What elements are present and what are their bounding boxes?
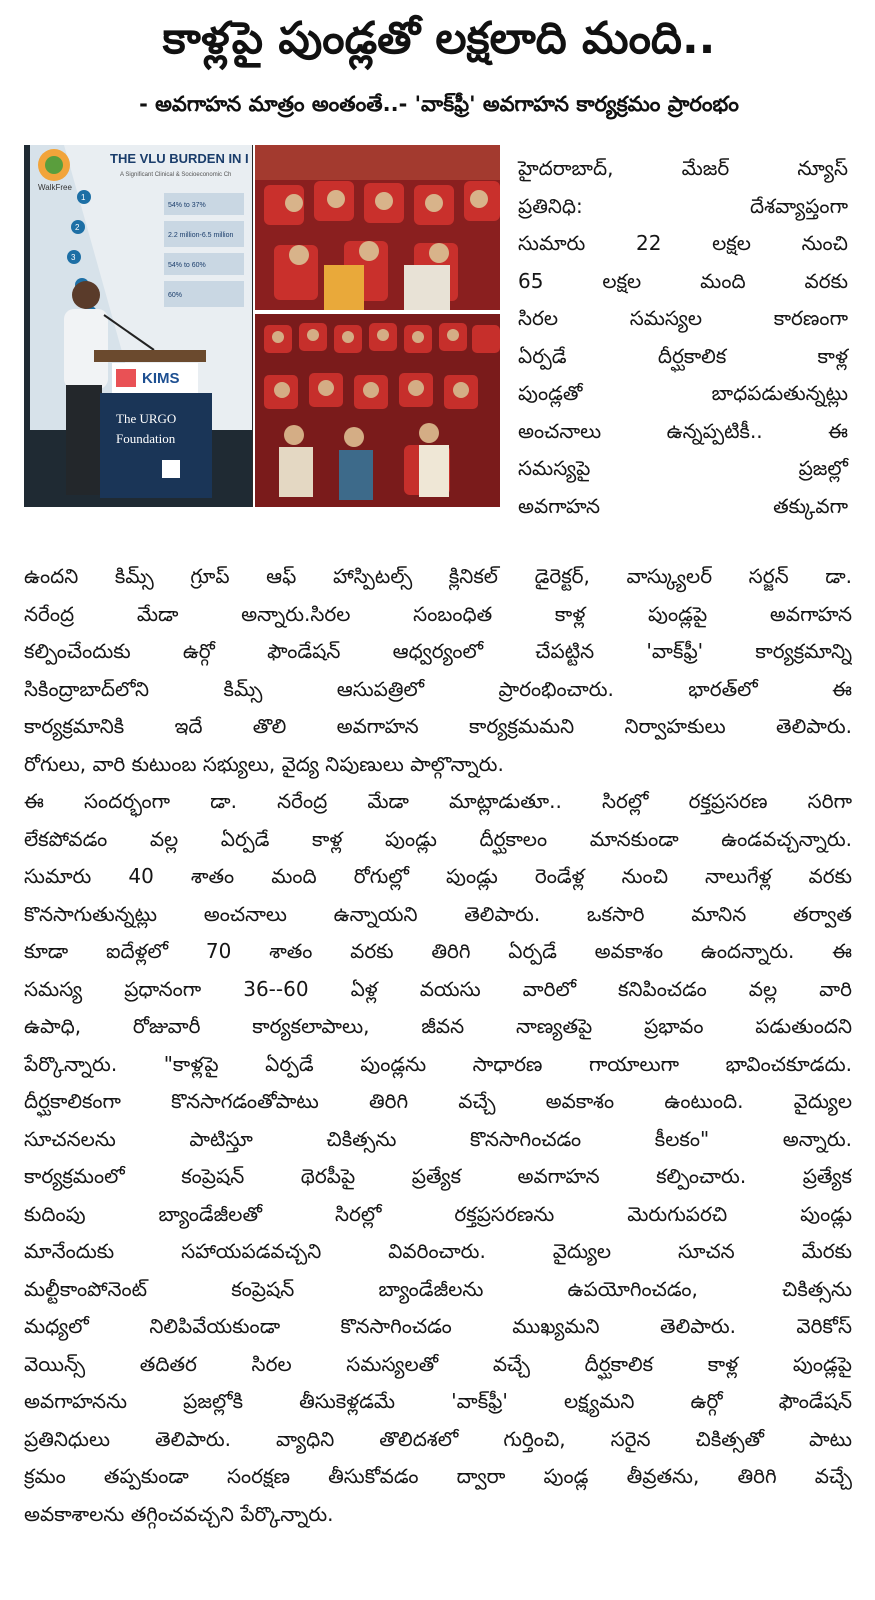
body-line: ప్రతినిధులు తెలిపారు. వ్యాధిని తొలిదశలో గుర్తించి, సరైన చికిత్సతో పాటు bbox=[24, 1426, 852, 1451]
body-line: ఈ సందర్భంగా డా. నరేంద్ర మేడా మాట్లాడుతూ.. సిరల్లో రక్తప్రసరణ సరిగా bbox=[24, 789, 852, 813]
body-line: క్రమం తప్పకుండా సంరక్షణ తీసుకోవడం ద్వారా పుండ్ల తీవ్రతను, తిరిగి వచ్చే bbox=[24, 1464, 852, 1488]
slide-subtitle: A Significant Clinical & Socioeconomic Ch bbox=[120, 172, 232, 178]
banner-line2: Foundation bbox=[116, 431, 176, 446]
body-line: సుమారు 40 శాతం మంది రోగుల్లో పుండ్లు రెండేళ్ల నుంచి నాలుగేళ్ల వరకు bbox=[24, 864, 852, 888]
body-line: ఉందని కిమ్స్ గ్రూప్ ఆఫ్ హాస్పిటల్స్ క్లినికల్ డైరెక్టర్, వాస్క్యులర్ సర్జన్ డా. bbox=[24, 564, 852, 588]
intro-line: ప్రతినిధి: దేశవ్యాప్తంగా bbox=[518, 193, 848, 218]
body-line: మానేందుకు సహాయపడవచ్చని వివరించారు. వైద్యుల సూచన మేరకు bbox=[24, 1239, 852, 1263]
body-line: సికింద్రాబాద్‌లోని కిమ్స్ ఆసుపత్రిలో ప్రారంభించారు. భారత్‌లో ఈ bbox=[24, 676, 852, 701]
body-line: నరేంద్ర మేడా అన్నారు.సిరల సంబంధిత కాళ్ల పుండ్లపై అవగాహన bbox=[24, 601, 852, 626]
body-line: అవకాశాలను తగ్గించవచ్చని పేర్కొన్నారు. bbox=[24, 1501, 334, 1526]
body-line: కార్యక్రమానికి ఇదే తొలి అవగాహన కార్యక్రమమని నిర్వాహకులు తెలిపారు. bbox=[24, 714, 852, 738]
intro-line: అవగాహన తక్కువగా bbox=[518, 493, 848, 518]
intro-line: అంచనాలు ఉన్నప్పటికీ.. ఈ bbox=[518, 418, 848, 443]
body-line: కుదింపు బ్యాండేజీలతో సిరల్లో రక్తప్రసరణను మెరుగుపరచి పుండ్లు bbox=[24, 1201, 852, 1226]
slide-stat: 54% to 37% bbox=[168, 202, 206, 209]
walkfree-logo-text: WalkFree bbox=[38, 183, 72, 192]
intro-line: ఏర్పడే దీర్ఘకాలిక కాళ్ల bbox=[518, 343, 848, 368]
article-intro-column bbox=[518, 150, 848, 525]
body-line: కార్యక్రమంలో కంప్రెషన్ థెరపీపై ప్రత్యేక అవగాహన కల్పించారు. ప్రత్యేక bbox=[24, 1164, 852, 1188]
body-line: లేకపోవడం వల్ల ఏర్పడే కాళ్ల పుండ్లు దీర్ఘకాలం మానకుండా ఉండవచ్చన్నారు. bbox=[24, 826, 852, 851]
slide-stat: 54% to 60% bbox=[168, 262, 206, 269]
podium-brand: KIMS bbox=[142, 370, 180, 387]
body-line: సమస్య ప్రధానంగా 36--60 ఏళ్ల వయసు వారిలో కనిపించడం వల్ల వారి bbox=[24, 976, 852, 1001]
body-line: మల్టీకాంపోనెంట్ కంప్రెషన్ బ్యాండేజీలను ఉపయోగించడం, చికిత్సను bbox=[24, 1276, 852, 1301]
body-line: అవగాహనను ప్రజల్లోకి తీసుకెళ్లడమే 'వాక్‌ఫ్రీ' లక్ష్యమని ఉర్గో ఫౌండేషన్ bbox=[24, 1389, 852, 1413]
subheadline: - అవగాహన మాత్రం అంతంతే..- 'వాక్‌ఫ్రీ' అవగాహన కార్యక్రమం ప్రారంభం bbox=[139, 92, 739, 116]
slide-title: THE VLU BURDEN IN I bbox=[110, 151, 249, 166]
headline: కాళ్లపై పుండ్లతో లక్షలాది మంది.. bbox=[162, 13, 716, 64]
slide-stat: 60% bbox=[168, 292, 183, 299]
banner-line1: The URGO bbox=[116, 411, 177, 426]
intro-line: హైదరాబాద్, మేజర్ న్యూస్ bbox=[518, 156, 848, 180]
body-line: మధ్యలో నిలిపివేయకుండా కొనసాగించడం ముఖ్యమని తెలిపారు. వెరికోస్ bbox=[24, 1314, 852, 1338]
intro-line: పుండ్లతో బాధపడుతున్నట్లు bbox=[518, 381, 848, 405]
body-line: సూచనలను పాటిస్తూ చికిత్సను కొనసాగించడం కీలకం" అన్నారు. bbox=[24, 1126, 852, 1151]
body-line: ఉపాధి, రోజువారీ కార్యకలాపాలు, జీవన నాణ్యతపై ప్రభావం పడుతుందని bbox=[24, 1014, 852, 1038]
slide-stat: 2.2 million-6.5 million bbox=[168, 232, 234, 239]
article-photo bbox=[24, 145, 500, 507]
intro-line: సమస్యపై ప్రజల్లో bbox=[518, 456, 848, 480]
slide-number: 1 bbox=[81, 193, 86, 202]
intro-line: సిరల సమస్యల కారణంగా bbox=[518, 306, 848, 330]
article-body bbox=[24, 558, 852, 1533]
audience-photo-bottom bbox=[255, 314, 500, 507]
audience-photo-top bbox=[255, 145, 500, 310]
slide-number: 2 bbox=[75, 223, 80, 232]
intro-line: 65 లక్షల మంది వరకు bbox=[518, 268, 848, 293]
body-line: పేర్కొన్నారు. "కాళ్లపై ఏర్పడే పుండ్లను సాధారణ గాయాలుగా భావించకూడదు. bbox=[24, 1051, 852, 1076]
body-line: దీర్ఘకాలికంగా కొనసాగడంతోపాటు తిరిగి వచ్చే అవకాశం ఉంటుంది. వైద్యుల bbox=[24, 1089, 852, 1113]
body-line: వెయిన్స్ తదితర సిరల సమస్యలతో వచ్చే దీర్ఘకాలిక కాళ్ల పుండ్లపై bbox=[24, 1351, 852, 1376]
body-line: కల్పించేందుకు ఉర్గో ఫౌండేషన్ ఆధ్వర్యంలో చేపట్టిన 'వాక్‌ఫ్రీ' కార్యక్రమాన్ని bbox=[24, 639, 852, 663]
intro-line: సుమారు 22 లక్షల నుంచి bbox=[518, 231, 848, 255]
slide-number: 3 bbox=[71, 253, 76, 262]
body-line: కొనసాగుతున్నట్లు అంచనాలు ఉన్నాయని తెలిపారు. ఒకసారి మానిన తర్వాత bbox=[24, 901, 852, 926]
body-line: కూడా ఐదేళ్లలో 70 శాతం వరకు తిరిగి ఏర్పడే అవకాశం ఉందన్నారు. ఈ bbox=[24, 939, 852, 963]
body-line: రోగులు, వారి కుటుంబ సభ్యులు, వైద్య నిపుణులు పాల్గొన్నారు. bbox=[24, 751, 504, 776]
